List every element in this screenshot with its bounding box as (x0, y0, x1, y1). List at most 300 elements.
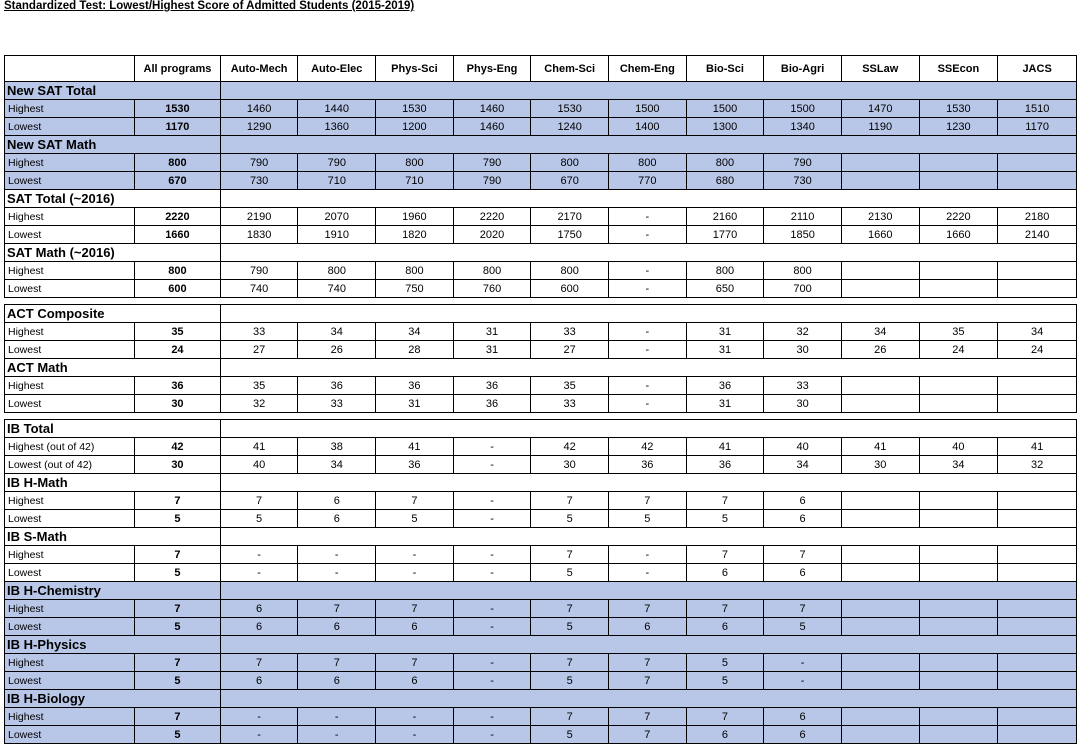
score-cell: - (609, 395, 687, 413)
score-cell: - (220, 726, 298, 744)
score-cell: 36 (686, 456, 764, 474)
score-cell: 1530 (531, 100, 609, 118)
score-cell: 6 (298, 510, 376, 528)
score-cell: 36 (453, 395, 531, 413)
score-cell: 40 (919, 438, 998, 456)
score-cell: 34 (919, 456, 998, 474)
score-cell: 790 (453, 172, 531, 190)
table-row (5, 618, 1077, 636)
score-cell: 790 (298, 154, 376, 172)
score-cell: 6 (298, 492, 376, 510)
score-cell: 33 (531, 395, 609, 413)
score-cell: 790 (453, 154, 531, 172)
score-cell: 42 (609, 438, 687, 456)
score-cell: 34 (298, 456, 376, 474)
section-title: SAT Total (~2016) (5, 190, 221, 208)
score-cell: 5 (531, 672, 609, 690)
score-cell: - (609, 208, 687, 226)
score-cell: 6 (220, 600, 298, 618)
score-cell: 28 (376, 341, 454, 359)
section-fill-cell (220, 636, 1076, 654)
score-cell: 7 (298, 654, 376, 672)
score-cell: - (453, 726, 531, 744)
score-cell: - (453, 672, 531, 690)
score-cell: 1460 (453, 118, 531, 136)
score-cell (919, 564, 998, 582)
score-cell: 6 (764, 492, 842, 510)
score-cell: - (609, 226, 687, 244)
table-row (5, 377, 1077, 395)
score-cell (919, 726, 998, 744)
row-label: Lowest (5, 564, 135, 582)
score-cell: - (298, 726, 376, 744)
document-title: Standardized Test: Lowest/Highest Score of Admitted Students (2015-2019) (4, 0, 415, 12)
score-cell: 5 (686, 654, 764, 672)
table-row (5, 172, 1077, 190)
score-cell: 770 (609, 172, 687, 190)
score-cell: 800 (453, 262, 531, 280)
score-cell: - (298, 708, 376, 726)
score-cell: 31 (686, 323, 764, 341)
all-programs-cell: 670 (135, 172, 221, 190)
score-cell: - (453, 438, 531, 456)
score-cell: 1460 (453, 100, 531, 118)
row-label: Highest (5, 600, 135, 618)
column-header-chem-eng: Chem-Eng (609, 56, 687, 82)
score-cell: 41 (376, 438, 454, 456)
score-cell (919, 172, 998, 190)
all-programs-cell: 5 (135, 564, 221, 582)
table-row (5, 395, 1077, 413)
gap-cell (5, 413, 1077, 420)
score-cell: 36 (686, 377, 764, 395)
score-cell: 2160 (686, 208, 764, 226)
score-cell: 1530 (919, 100, 998, 118)
score-cell (919, 510, 998, 528)
score-cell: 700 (764, 280, 842, 298)
score-cell: 6 (686, 564, 764, 582)
section-fill-cell (220, 474, 1076, 492)
score-cell: - (376, 564, 454, 582)
score-cell (919, 377, 998, 395)
score-cell: 24 (998, 341, 1077, 359)
score-cell: - (453, 564, 531, 582)
score-cell: 41 (220, 438, 298, 456)
score-cell: 30 (764, 341, 842, 359)
score-cell (841, 510, 919, 528)
column-header-sslaw: SSLaw (841, 56, 919, 82)
score-cell: 710 (298, 172, 376, 190)
score-cell (919, 395, 998, 413)
section-fill-cell (220, 244, 1076, 262)
column-header-phys-sci: Phys-Sci (376, 56, 454, 82)
score-cell: 34 (298, 323, 376, 341)
row-label: Lowest (5, 672, 135, 690)
score-cell: 790 (764, 154, 842, 172)
score-cell: 1200 (376, 118, 454, 136)
section-header-row (5, 528, 1077, 546)
score-cell (998, 172, 1077, 190)
score-cell: 30 (841, 456, 919, 474)
score-cell: - (609, 546, 687, 564)
score-cell: 5 (531, 510, 609, 528)
score-cell: 6 (764, 564, 842, 582)
section-gap (5, 298, 1077, 305)
row-label: Highest (5, 208, 135, 226)
row-label: Highest (out of 42) (5, 438, 135, 456)
table-row (5, 492, 1077, 510)
score-cell: 1240 (531, 118, 609, 136)
row-label: Lowest (5, 280, 135, 298)
score-cell: 6 (609, 618, 687, 636)
score-cell: 1750 (531, 226, 609, 244)
score-cell: 7 (531, 708, 609, 726)
score-cell: 1830 (220, 226, 298, 244)
score-cell: - (220, 708, 298, 726)
all-programs-cell: 800 (135, 154, 221, 172)
score-cell: 730 (220, 172, 298, 190)
score-cell: 800 (686, 154, 764, 172)
all-programs-cell: 7 (135, 654, 221, 672)
score-cell: 1960 (376, 208, 454, 226)
section-title: IB H-Chemistry (5, 582, 221, 600)
score-cell: 1510 (998, 100, 1077, 118)
column-header-jacs: JACS (998, 56, 1077, 82)
score-cell: 7 (376, 654, 454, 672)
table-row (5, 280, 1077, 298)
column-header-chem-sci: Chem-Sci (531, 56, 609, 82)
table-row (5, 323, 1077, 341)
section-title: IB H-Biology (5, 690, 221, 708)
score-cell: 27 (531, 341, 609, 359)
score-cell: 1500 (686, 100, 764, 118)
section-header-row (5, 359, 1077, 377)
score-cell (998, 708, 1077, 726)
all-programs-cell: 1660 (135, 226, 221, 244)
score-cell (919, 492, 998, 510)
score-cell: 800 (686, 262, 764, 280)
score-cell (841, 726, 919, 744)
section-header-row (5, 136, 1077, 154)
score-cell: 1190 (841, 118, 919, 136)
score-cell: 1500 (764, 100, 842, 118)
score-cell: 41 (998, 438, 1077, 456)
score-cell: 5 (531, 564, 609, 582)
table-row (5, 726, 1077, 744)
row-label: Lowest (5, 341, 135, 359)
scores-table (4, 55, 1077, 744)
section-fill-cell (220, 582, 1076, 600)
score-cell (998, 492, 1077, 510)
score-cell: 27 (220, 341, 298, 359)
score-cell: 7 (609, 654, 687, 672)
section-header-row (5, 244, 1077, 262)
score-cell: 2070 (298, 208, 376, 226)
score-cell (919, 672, 998, 690)
score-cell: 2190 (220, 208, 298, 226)
score-cell: - (609, 341, 687, 359)
score-cell: 740 (220, 280, 298, 298)
score-cell (919, 280, 998, 298)
score-cell: 790 (220, 154, 298, 172)
score-cell: 1340 (764, 118, 842, 136)
score-cell: 680 (686, 172, 764, 190)
score-cell: 5 (531, 726, 609, 744)
score-cell: 1360 (298, 118, 376, 136)
all-programs-cell: 5 (135, 672, 221, 690)
score-cell: 6 (298, 618, 376, 636)
score-cell: - (609, 564, 687, 582)
score-cell: 670 (531, 172, 609, 190)
all-programs-cell: 2220 (135, 208, 221, 226)
score-cell: 800 (531, 154, 609, 172)
score-cell: 7 (376, 600, 454, 618)
score-cell: 1820 (376, 226, 454, 244)
score-cell: 7 (220, 492, 298, 510)
score-cell: 40 (764, 438, 842, 456)
score-cell (841, 172, 919, 190)
score-cell: 36 (453, 377, 531, 395)
score-cell: 6 (764, 708, 842, 726)
all-programs-cell: 1530 (135, 100, 221, 118)
score-cell: 7 (531, 492, 609, 510)
score-cell: 2170 (531, 208, 609, 226)
score-cell: - (453, 546, 531, 564)
score-cell: 800 (376, 262, 454, 280)
table-row (5, 100, 1077, 118)
row-label: Highest (5, 323, 135, 341)
score-cell (998, 262, 1077, 280)
table-header-row (5, 56, 1077, 82)
column-header-bio-agri: Bio-Agri (764, 56, 842, 82)
score-cell: 26 (298, 341, 376, 359)
score-cell: - (453, 600, 531, 618)
score-cell: 7 (686, 546, 764, 564)
score-cell (919, 546, 998, 564)
score-cell: 5 (376, 510, 454, 528)
section-title: New SAT Math (5, 136, 221, 154)
score-cell (919, 154, 998, 172)
score-cell (841, 492, 919, 510)
score-cell: 710 (376, 172, 454, 190)
score-cell: 5 (609, 510, 687, 528)
row-label: Highest (5, 654, 135, 672)
table-row (5, 600, 1077, 618)
score-cell (998, 546, 1077, 564)
score-cell: 6 (376, 672, 454, 690)
score-cell: 1850 (764, 226, 842, 244)
score-cell (998, 600, 1077, 618)
row-label: Highest (5, 546, 135, 564)
section-title: New SAT Total (5, 82, 221, 100)
score-cell (841, 154, 919, 172)
score-cell (841, 600, 919, 618)
score-cell: 7 (609, 708, 687, 726)
gap-cell (5, 298, 1077, 305)
score-cell: 1910 (298, 226, 376, 244)
section-fill-cell (220, 82, 1076, 100)
score-cell: 5 (220, 510, 298, 528)
section-header-row (5, 690, 1077, 708)
row-label: Lowest (5, 726, 135, 744)
score-cell: 1500 (609, 100, 687, 118)
all-programs-cell: 5 (135, 726, 221, 744)
score-cell: 34 (376, 323, 454, 341)
score-cell (919, 708, 998, 726)
all-programs-cell: 7 (135, 492, 221, 510)
score-cell: 1770 (686, 226, 764, 244)
score-cell: 800 (298, 262, 376, 280)
row-label: Lowest (5, 172, 135, 190)
table-row (5, 456, 1077, 474)
table-row (5, 438, 1077, 456)
score-cell: 6 (220, 672, 298, 690)
score-cell: 41 (686, 438, 764, 456)
score-cell: 6 (764, 726, 842, 744)
score-cell (919, 618, 998, 636)
section-header-row (5, 190, 1077, 208)
all-programs-cell: 24 (135, 341, 221, 359)
all-programs-cell: 5 (135, 618, 221, 636)
score-cell: 7 (298, 600, 376, 618)
score-cell (998, 654, 1077, 672)
score-cell: - (298, 546, 376, 564)
score-cell: 7 (686, 600, 764, 618)
score-cell: 7 (686, 708, 764, 726)
score-cell: 790 (220, 262, 298, 280)
row-label: Highest (5, 492, 135, 510)
score-cell: 740 (298, 280, 376, 298)
score-cell: 36 (376, 377, 454, 395)
score-cell: 6 (764, 510, 842, 528)
score-cell: 6 (686, 726, 764, 744)
row-label: Lowest (5, 510, 135, 528)
section-fill-cell (220, 690, 1076, 708)
score-cell: - (764, 672, 842, 690)
section-title: IB Total (5, 420, 221, 438)
score-cell: 42 (531, 438, 609, 456)
score-cell: 31 (376, 395, 454, 413)
score-cell: 1660 (841, 226, 919, 244)
table-row (5, 118, 1077, 136)
score-cell: 2180 (998, 208, 1077, 226)
row-label: Highest (5, 708, 135, 726)
score-cell: 34 (841, 323, 919, 341)
score-cell: - (453, 618, 531, 636)
score-cell: 7 (609, 726, 687, 744)
score-cell (841, 564, 919, 582)
score-cell: 7 (609, 600, 687, 618)
score-cell: 2020 (453, 226, 531, 244)
score-cell: - (609, 323, 687, 341)
table-row (5, 546, 1077, 564)
score-cell (841, 280, 919, 298)
score-cell: 7 (220, 654, 298, 672)
table-row (5, 226, 1077, 244)
table-body (5, 82, 1077, 744)
score-cell: 24 (919, 341, 998, 359)
row-label: Highest (5, 154, 135, 172)
section-fill-cell (220, 136, 1076, 154)
score-cell: 1660 (919, 226, 998, 244)
score-cell: 31 (453, 323, 531, 341)
section-title: IB H-Math (5, 474, 221, 492)
section-fill-cell (220, 420, 1076, 438)
score-cell: 800 (376, 154, 454, 172)
score-cell (841, 654, 919, 672)
section-header-row (5, 420, 1077, 438)
score-cell: 35 (531, 377, 609, 395)
score-cell: - (298, 564, 376, 582)
score-cell (841, 262, 919, 280)
score-cell: 1530 (376, 100, 454, 118)
section-title: SAT Math (~2016) (5, 244, 221, 262)
score-cell (998, 726, 1077, 744)
score-cell: 36 (376, 456, 454, 474)
section-fill-cell (220, 528, 1076, 546)
score-cell: 750 (376, 280, 454, 298)
score-cell: 1400 (609, 118, 687, 136)
score-cell: 36 (298, 377, 376, 395)
table-row (5, 208, 1077, 226)
row-label: Highest (5, 262, 135, 280)
score-cell: 1470 (841, 100, 919, 118)
score-cell: 2110 (764, 208, 842, 226)
score-cell (919, 654, 998, 672)
section-fill-cell (220, 305, 1076, 323)
row-label: Highest (5, 377, 135, 395)
score-cell (919, 262, 998, 280)
row-label: Lowest (5, 395, 135, 413)
score-cell (998, 510, 1077, 528)
score-cell: 7 (764, 600, 842, 618)
score-cell: 1170 (998, 118, 1077, 136)
score-cell: 7 (609, 492, 687, 510)
score-cell: 800 (531, 262, 609, 280)
column-header-phys-eng: Phys-Eng (453, 56, 531, 82)
score-cell: 7 (531, 546, 609, 564)
score-cell: - (453, 456, 531, 474)
table-row (5, 154, 1077, 172)
row-label: Lowest (5, 226, 135, 244)
score-cell: 760 (453, 280, 531, 298)
score-cell: 6 (376, 618, 454, 636)
all-programs-cell: 35 (135, 323, 221, 341)
score-cell (998, 672, 1077, 690)
score-cell: - (453, 654, 531, 672)
score-cell (841, 395, 919, 413)
score-cell: 2220 (453, 208, 531, 226)
score-cell: - (453, 510, 531, 528)
section-fill-cell (220, 359, 1076, 377)
score-cell: 5 (764, 618, 842, 636)
score-cell: 33 (764, 377, 842, 395)
score-cell: - (376, 726, 454, 744)
score-cell: 800 (764, 262, 842, 280)
score-cell: 6 (220, 618, 298, 636)
all-programs-cell: 42 (135, 438, 221, 456)
score-cell: 33 (531, 323, 609, 341)
score-cell (998, 395, 1077, 413)
score-cell: 32 (998, 456, 1077, 474)
table-row (5, 708, 1077, 726)
score-cell: - (220, 546, 298, 564)
all-programs-cell: 600 (135, 280, 221, 298)
column-header-ssecon: SSEcon (919, 56, 998, 82)
section-header-row (5, 474, 1077, 492)
score-cell: - (764, 654, 842, 672)
table-row (5, 510, 1077, 528)
